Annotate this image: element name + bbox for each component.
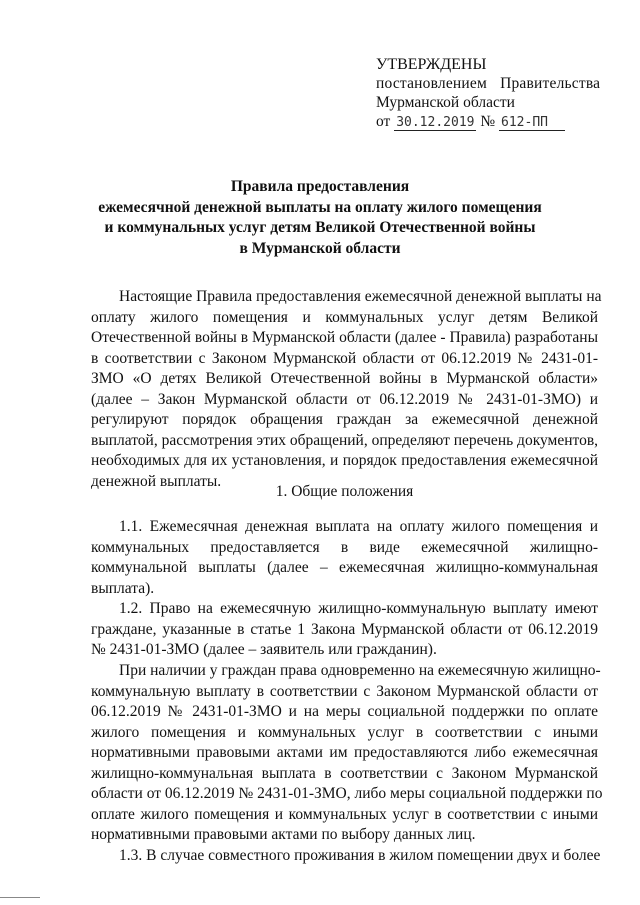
paragraph-1-2 <box>91 599 598 661</box>
text-line: 1.3. В случае совместного проживания в жилом помещении двух и более <box>119 847 601 864</box>
text-line: При наличии у граждан права одновременно на ежемесячную жилищно- <box>119 662 601 679</box>
section-heading: 1. Общие положения <box>275 483 414 500</box>
text-line: коммунальную выплату в соответствии с Законом Мурманской области от <box>91 682 598 700</box>
text-line: 06.12.2019 № 2431-01-ЗМО и на меры социальной поддержки по оплате <box>91 703 598 720</box>
text-line: Отечественной войны в Мурманской области (далее - Правила) разработаны <box>91 329 598 346</box>
text-line: № 2431-01-ЗМО (далее – заявитель или гражданин). <box>91 641 437 658</box>
text-line: коммунальных предоставляется в виде ежемесячной жилищно- <box>91 538 598 556</box>
text-line: (далее – Закон Мурманской области от 06.12.2019 № 2431-01-ЗМО) и <box>91 390 598 408</box>
approval-heading: УТВЕРЖДЕНЫ <box>376 56 487 73</box>
text-line: оплату жилого помещения и коммунальных услуг детям Великой <box>91 308 598 326</box>
text-line: нормативными правовыми актами им предоставляются либо ежемесячная <box>91 744 598 761</box>
approval-number-sign: № <box>480 113 496 130</box>
text-line: регулируют порядок обращения граждан за ежемесячной денежной <box>91 411 598 428</box>
text-line: 1.1. Ежемесячная денежная выплата на оплату жилого помещения и <box>119 518 598 535</box>
approval-date: 30.12.2019 <box>396 115 475 130</box>
text-line: нормативными правовыми актами по выбору данных лиц. <box>91 826 476 843</box>
text-line: области от 06.12.2019 № 2431-01-ЗМО, либо меры социальной поддержки по <box>91 785 603 802</box>
text-line: необходимых для их установления, и порядок предоставления ежемесячной <box>91 452 598 469</box>
text-line: выплатой, рассмотрения этих обращений, определяют перечень документов, <box>91 431 599 449</box>
approval-date-line <box>376 112 606 131</box>
page-edge-mark <box>0 897 40 898</box>
title-line: Правила предоставления <box>230 178 410 195</box>
text-line: в соответствии с Законом Мурманской области от 06.12.2019 № 2431-01- <box>91 349 598 367</box>
document-title <box>92 177 548 259</box>
text-line: 1.2. Право на ежемесячную жилищно-коммунальную выплату имеют <box>119 600 598 617</box>
text-line: ЗМО «О детях Великой Отечественной войны в Мурманской области» <box>91 370 598 387</box>
intro-paragraph <box>91 287 602 492</box>
title-line: ежемесячной денежной выплаты на оплату жилого помещения <box>98 198 542 216</box>
text-line: оплате жилого помещения и коммунальных услуг в соответствии с иными <box>91 805 598 823</box>
approval-stamp <box>376 55 606 131</box>
approval-region: Мурманской области <box>376 94 515 111</box>
approval-date-prefix: от <box>376 113 391 130</box>
text-line: Настоящие Правила предоставления ежемесячной денежной выплаты на <box>119 288 602 305</box>
paragraph-1-3 <box>91 846 601 867</box>
text-line: жилищно-коммунальная выплата в соответствии с Законом Мурманской <box>91 764 598 782</box>
text-line: граждане, указанные в статье 1 Закона Мурманской области от 06.12.2019 <box>91 620 598 638</box>
title-line: в Мурманской области <box>239 239 401 257</box>
approval-number: 612-ПП <box>499 115 565 131</box>
paragraph-1-2-note <box>91 661 603 846</box>
paragraph-1-1 <box>91 517 598 599</box>
text-line: денежной выплаты. <box>91 472 222 490</box>
text-line: коммунальной выплаты (далее – ежемесячная жилищно-коммунальная <box>91 559 598 576</box>
text-line: выплата). <box>91 579 155 597</box>
title-line: и коммунальных услуг детям Великой Отечественной войны <box>104 219 536 236</box>
text-line: жилого помещения и коммунальных услуг в соответствии с иными <box>91 723 598 741</box>
approval-authority: постановлением Правительства <box>376 75 601 92</box>
